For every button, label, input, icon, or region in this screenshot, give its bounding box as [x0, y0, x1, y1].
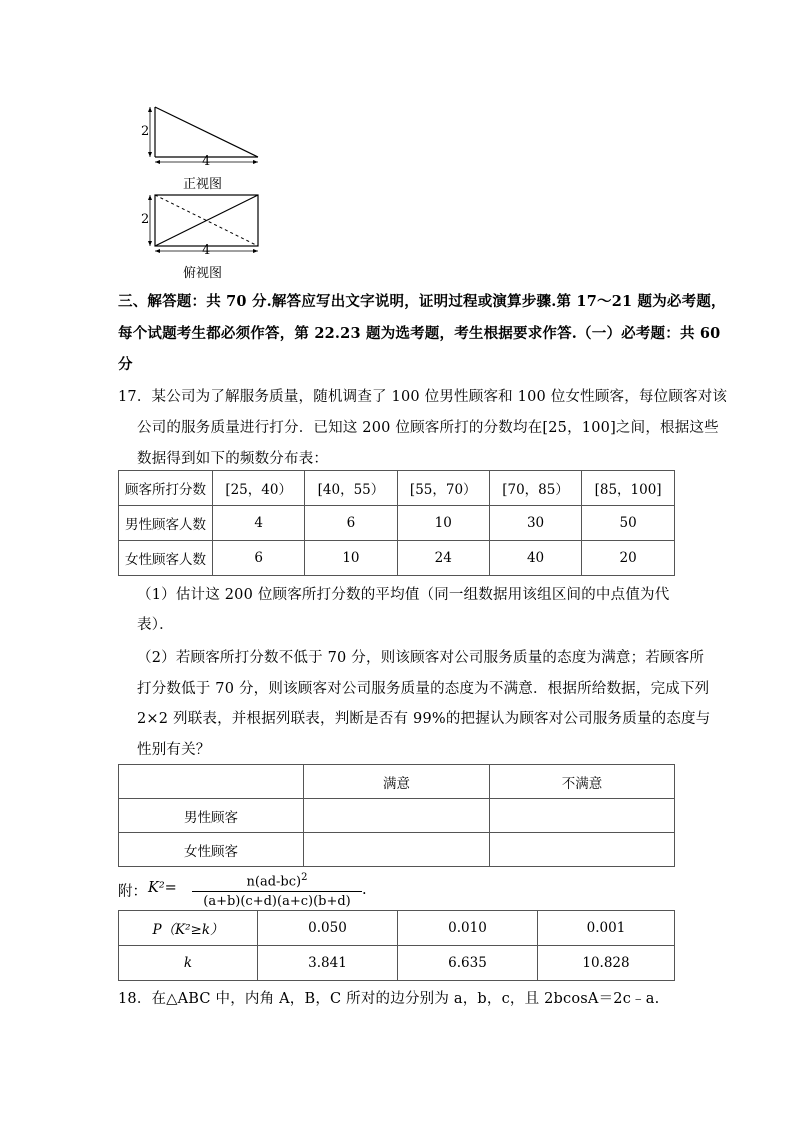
- freq-header-cell: 顾客所打分数: [119, 471, 213, 506]
- ref-cell: 0.001: [538, 911, 675, 946]
- fraction-bar: [192, 891, 362, 892]
- section3-line2: 每个试题考生都必须作答，第 22.23 题为选考题，考生根据要求作答.（一）必考题：共 60: [118, 325, 721, 342]
- ref-row-label: k: [119, 946, 258, 981]
- contingency-header-cell: [119, 765, 304, 799]
- q18-line1: 18．在△ABC 中，内角 A，B，C 所对的边分别为 a，b，c，且 2bcosA＝2c﹣a.: [118, 991, 660, 1007]
- table-row: [119, 946, 675, 981]
- q17-part1-line2: 表）．: [137, 617, 174, 633]
- contingency-row-label: 女性顾客: [119, 833, 304, 867]
- freq-header-cell: [40，55）: [305, 471, 397, 506]
- section3-line3: 分: [118, 356, 133, 373]
- top-view-figure: [140, 190, 270, 282]
- contingency-header-cell: 满意: [304, 765, 490, 799]
- table-row: [119, 911, 675, 946]
- q17-line3: 数据得到如下的频数分布表：: [137, 451, 329, 467]
- q17-part2-line1: （2）若顾客所打分数不低于 70 分，则该顾客对公司服务质量的态度为满意；若顾客所: [137, 650, 705, 666]
- contingency-blank-cell: [304, 799, 490, 833]
- contingency-blank-cell: [304, 833, 490, 867]
- top-view-width-label: 4: [202, 243, 211, 258]
- frequency-table-header: [119, 471, 675, 506]
- freq-header-cell: [85，100]: [582, 471, 675, 506]
- freq-cell: 20: [582, 541, 675, 576]
- contingency-header: [119, 765, 675, 799]
- section3-line1: 三、解答题：共 70 分.解答应写出文字说明，证明过程或演算步骤.第 17～21 题为必考题，: [118, 293, 726, 310]
- freq-row-label: 女性顾客人数: [119, 541, 213, 576]
- ref-cell: 6.635: [398, 946, 538, 981]
- top-view-height-label: 2: [141, 212, 150, 227]
- top-view-caption: 俯视图: [183, 266, 223, 281]
- freq-header-cell: [55，70）: [397, 471, 489, 506]
- formula-denominator: (a+b)(c+d)(a+c)(b+d): [203, 894, 351, 909]
- ref-row-label: P（K²≥k）: [119, 911, 258, 946]
- ref-cell: 0.050: [258, 911, 398, 946]
- q17-part2-line3: 2×2 列联表，并根据列联表，判断是否有 99%的把握认为顾客对公司服务质量的态度与: [137, 711, 711, 727]
- contingency-row-label: 男性顾客: [119, 799, 304, 833]
- freq-cell: 30: [489, 506, 581, 541]
- formula-lhs: K²=: [148, 880, 177, 896]
- freq-cell: 6: [213, 541, 305, 576]
- formula-exponent: 2: [301, 872, 308, 883]
- reference-table: [118, 910, 675, 981]
- formula-numerator-wrap: [192, 872, 362, 889]
- freq-cell: 10: [305, 541, 397, 576]
- q17-part2-line4: 性别有关？: [137, 742, 211, 758]
- front-view-caption: 正视图: [183, 177, 223, 192]
- contingency-blank-cell: [490, 833, 675, 867]
- ref-cell: 10.828: [538, 946, 675, 981]
- freq-header-cell: [25，40）: [213, 471, 305, 506]
- freq-row-label: 男性顾客人数: [119, 506, 213, 541]
- freq-cell: 24: [397, 541, 489, 576]
- freq-cell: 10: [397, 506, 489, 541]
- formula-fraction: [192, 872, 362, 910]
- freq-cell: 40: [489, 541, 581, 576]
- contingency-table: [118, 764, 675, 867]
- frequency-table: [118, 470, 675, 576]
- front-view-figure: [140, 100, 270, 190]
- freq-cell: 4: [213, 506, 305, 541]
- freq-header-cell: [70，85）: [489, 471, 581, 506]
- contingency-blank-cell: [490, 799, 675, 833]
- freq-cell: 50: [582, 506, 675, 541]
- freq-cell: 6: [305, 506, 397, 541]
- table-row: [119, 833, 675, 867]
- formula-prefix: 附：: [118, 884, 147, 900]
- q17-line1: 17．某公司为了解服务质量，随机调查了 100 位男性顾客和 100 位女性顾客，每位顾客对该: [118, 389, 728, 405]
- ref-cell: 3.841: [258, 946, 398, 981]
- front-view-width-label: 4: [202, 154, 211, 169]
- table-row: [119, 799, 675, 833]
- formula-suffix: .: [362, 882, 367, 898]
- front-view-height-label: 2: [141, 124, 150, 139]
- q17-part2-line2: 打分数低于 70 分，则该顾客对公司服务质量的态度为不满意．根据所给数据，完成下列: [137, 681, 710, 697]
- q17-line2: 公司的服务质量进行打分．已知这 200 位顾客所打的分数均在[25，100]之间，根据这些: [137, 420, 719, 436]
- table-row: [119, 506, 675, 541]
- contingency-header-cell: 不满意: [490, 765, 675, 799]
- q17-part1-line1: （1）估计这 200 位顾客所打分数的平均值（同一组数据用该组区间的中点值为代: [137, 587, 670, 603]
- table-row: [119, 541, 675, 576]
- formula-numerator: n(ad-bc): [246, 874, 302, 890]
- ref-cell: 0.010: [398, 911, 538, 946]
